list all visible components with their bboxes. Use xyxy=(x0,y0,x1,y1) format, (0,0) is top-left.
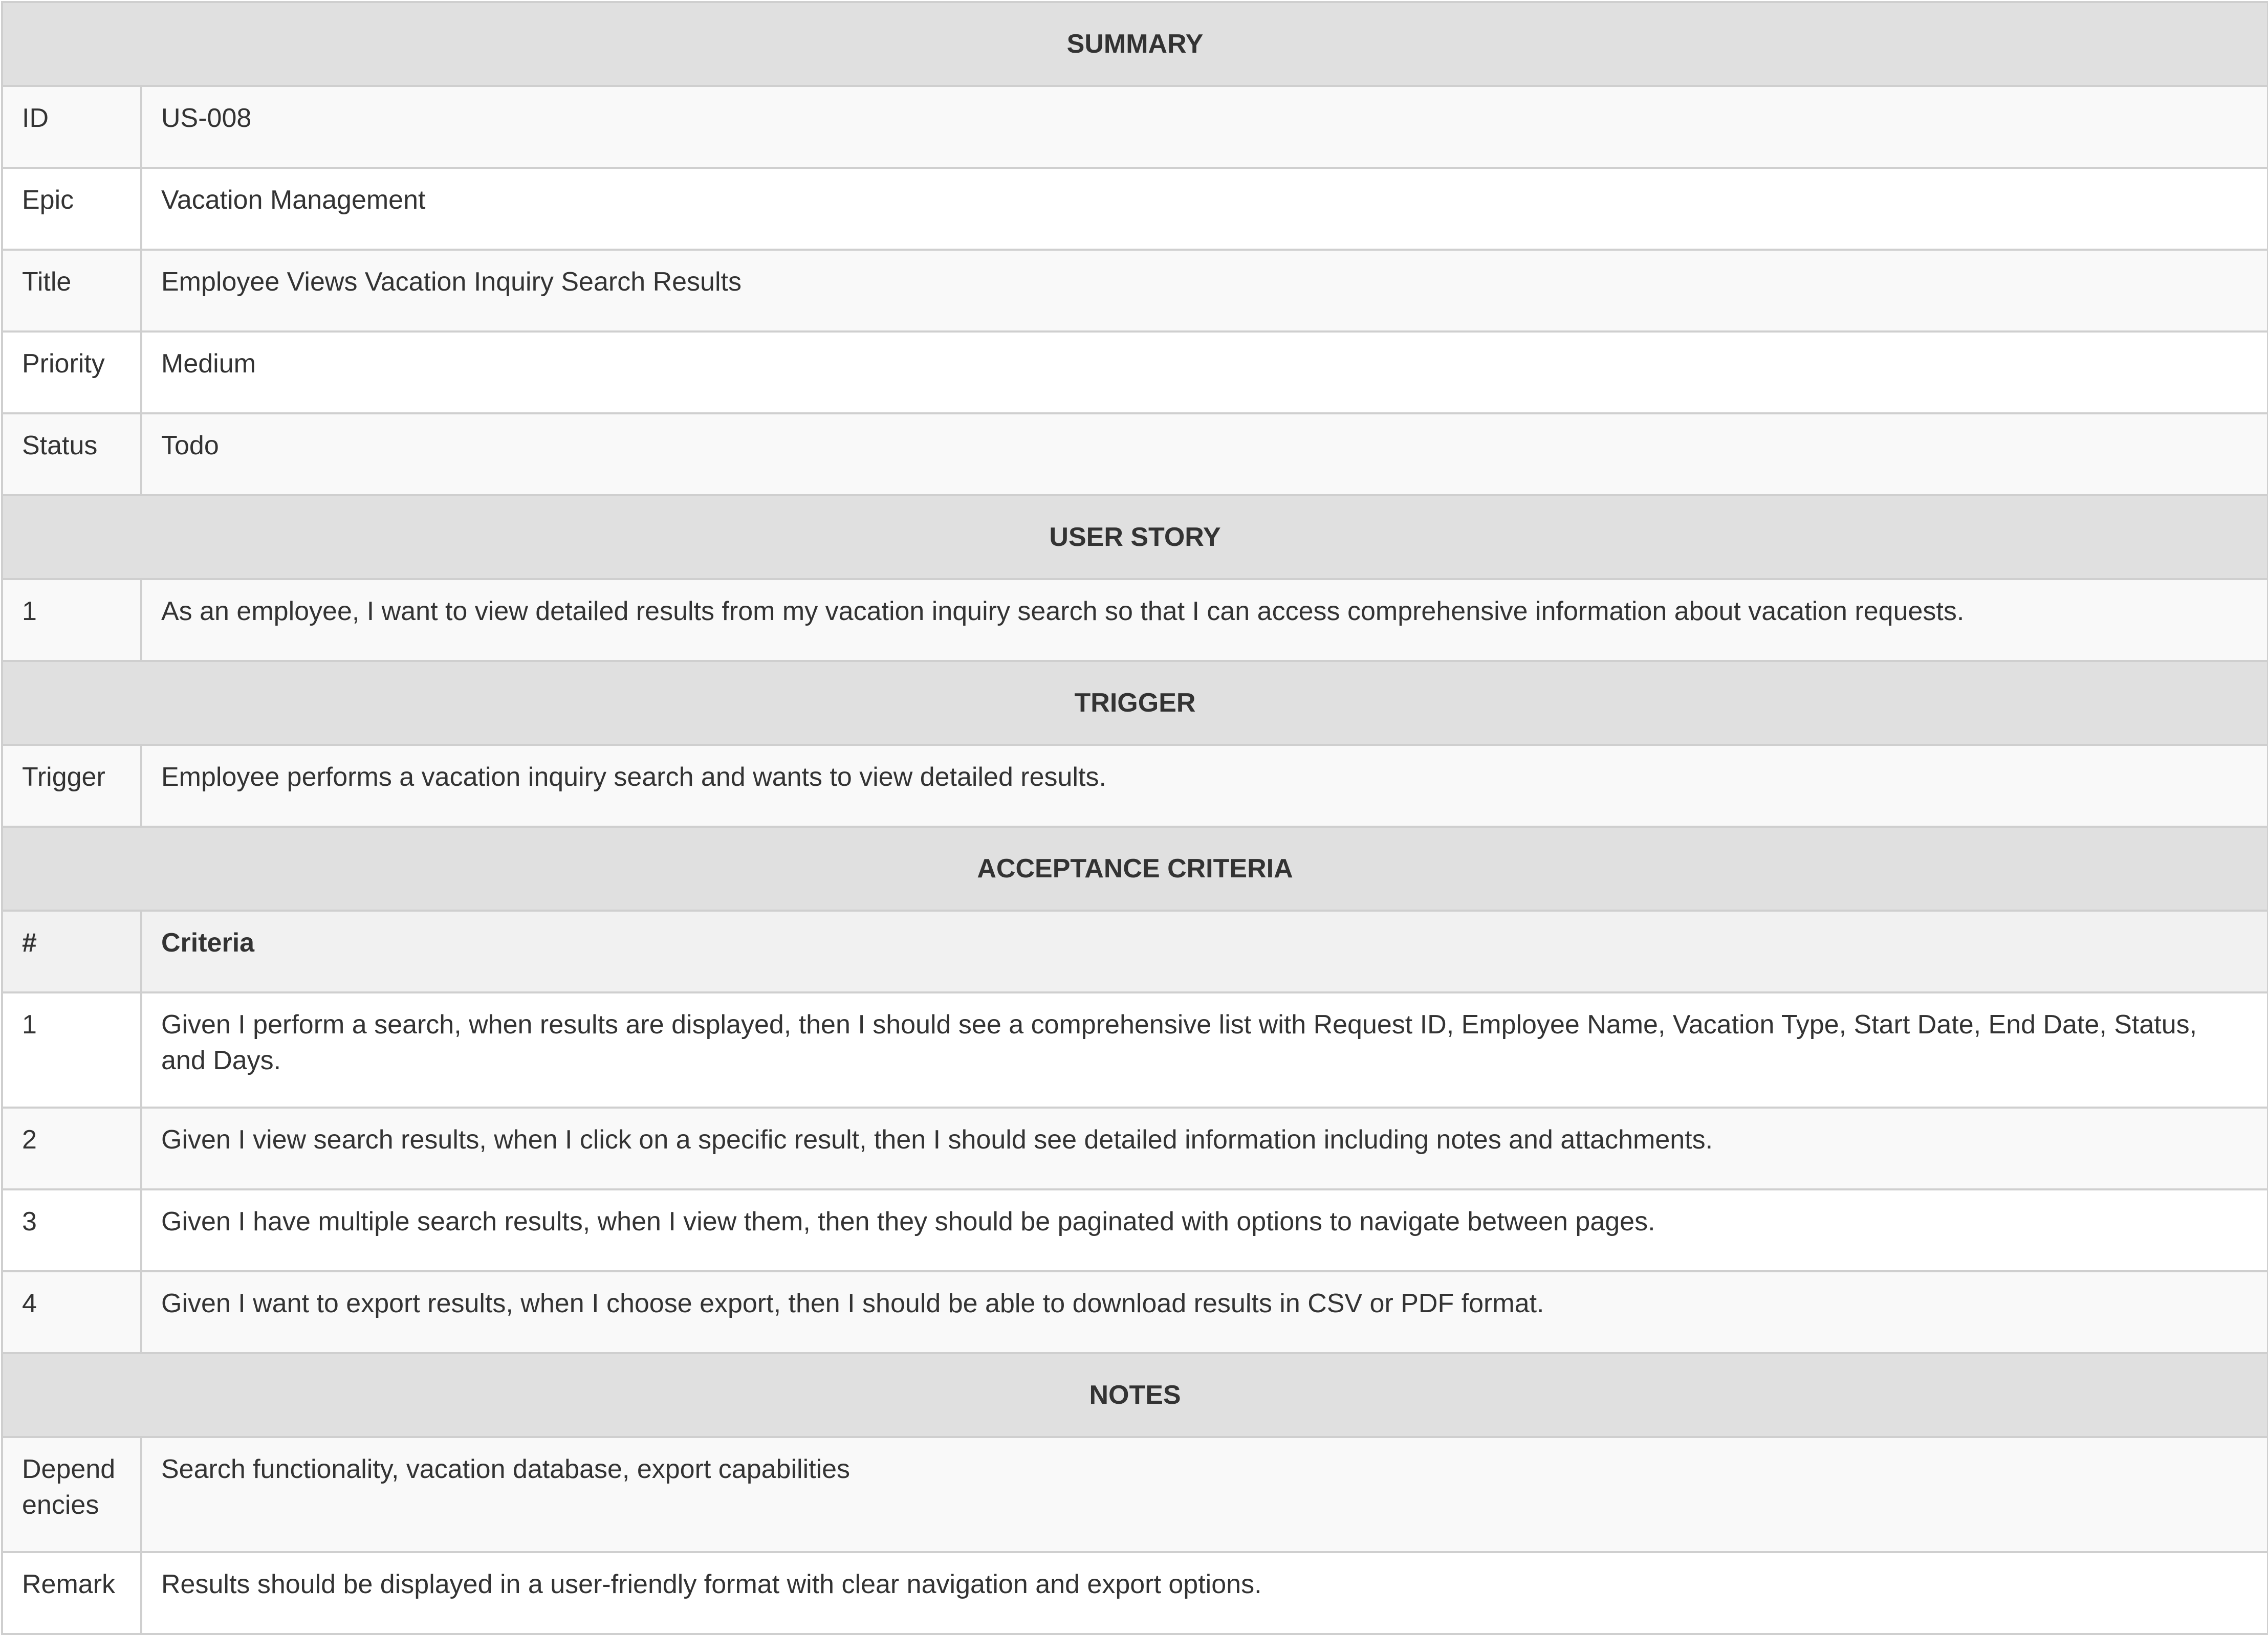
criteria-text: Given I view search results, when I click on a specific result, then I should see detailed information including notes and attachments. xyxy=(141,1108,2268,1189)
user-story-table xyxy=(1,1,2268,1635)
id-label: ID xyxy=(2,86,141,168)
section-title-summary: SUMMARY xyxy=(2,2,2268,86)
column-header-number: # xyxy=(2,911,141,992)
trigger-text: Employee performs a vacation inquiry search and wants to view detailed results. xyxy=(141,745,2268,827)
summary-row-status xyxy=(2,413,2268,495)
criteria-number: 2 xyxy=(2,1108,141,1189)
user-story-number: 1 xyxy=(2,579,141,661)
section-title-user-story: USER STORY xyxy=(2,495,2268,579)
criteria-number: 4 xyxy=(2,1271,141,1353)
summary-row-priority xyxy=(2,332,2268,413)
epic-value: Vacation Management xyxy=(141,168,2268,250)
section-title-trigger: TRIGGER xyxy=(2,661,2268,745)
criteria-number: 3 xyxy=(2,1189,141,1271)
criteria-row xyxy=(2,1108,2268,1189)
status-label: Status xyxy=(2,413,141,495)
priority-label: Priority xyxy=(2,332,141,413)
summary-row-epic xyxy=(2,168,2268,250)
user-story-text: As an employee, I want to view detailed results from my vacation inquiry search so that I can access comprehensive information about vacation requests. xyxy=(141,579,2268,661)
dependencies-label: Dependencies xyxy=(2,1437,141,1552)
criteria-row xyxy=(2,1271,2268,1353)
remark-label: Remark xyxy=(2,1552,141,1634)
criteria-text: Given I want to export results, when I choose export, then I should be able to download results in CSV or PDF format. xyxy=(141,1271,2268,1353)
criteria-text: Given I have multiple search results, when I view them, then they should be paginated with options to navigate between pages. xyxy=(141,1189,2268,1271)
section-title-notes: NOTES xyxy=(2,1353,2268,1437)
title-value: Employee Views Vacation Inquiry Search Results xyxy=(141,250,2268,332)
id-value: US-008 xyxy=(141,86,2268,168)
user-story-document xyxy=(0,1,2268,1635)
status-value: Todo xyxy=(141,413,2268,495)
section-header-acceptance xyxy=(2,827,2268,911)
dependencies-value: Search functionality, vacation database, export capabilities xyxy=(141,1437,2268,1552)
column-header-criteria: Criteria xyxy=(141,911,2268,992)
trigger-row xyxy=(2,745,2268,827)
section-header-notes xyxy=(2,1353,2268,1437)
criteria-row xyxy=(2,992,2268,1108)
section-header-summary xyxy=(2,2,2268,86)
epic-label: Epic xyxy=(2,168,141,250)
criteria-text: Given I perform a search, when results are displayed, then I should see a comprehensive list with Request ID, Employee Name, Vacation Type, Start Date, End Date, Status, and Days. xyxy=(141,992,2268,1108)
user-story-row xyxy=(2,579,2268,661)
acceptance-column-header xyxy=(2,911,2268,992)
criteria-number: 1 xyxy=(2,992,141,1108)
notes-row-dependencies xyxy=(2,1437,2268,1552)
notes-row-remark xyxy=(2,1552,2268,1634)
criteria-row xyxy=(2,1189,2268,1271)
priority-value: Medium xyxy=(141,332,2268,413)
section-header-trigger xyxy=(2,661,2268,745)
remark-value: Results should be displayed in a user-friendly format with clear navigation and export options. xyxy=(141,1552,2268,1634)
section-header-user-story xyxy=(2,495,2268,579)
section-title-acceptance: ACCEPTANCE CRITERIA xyxy=(2,827,2268,911)
trigger-label: Trigger xyxy=(2,745,141,827)
summary-row-id xyxy=(2,86,2268,168)
summary-row-title xyxy=(2,250,2268,332)
title-label: Title xyxy=(2,250,141,332)
